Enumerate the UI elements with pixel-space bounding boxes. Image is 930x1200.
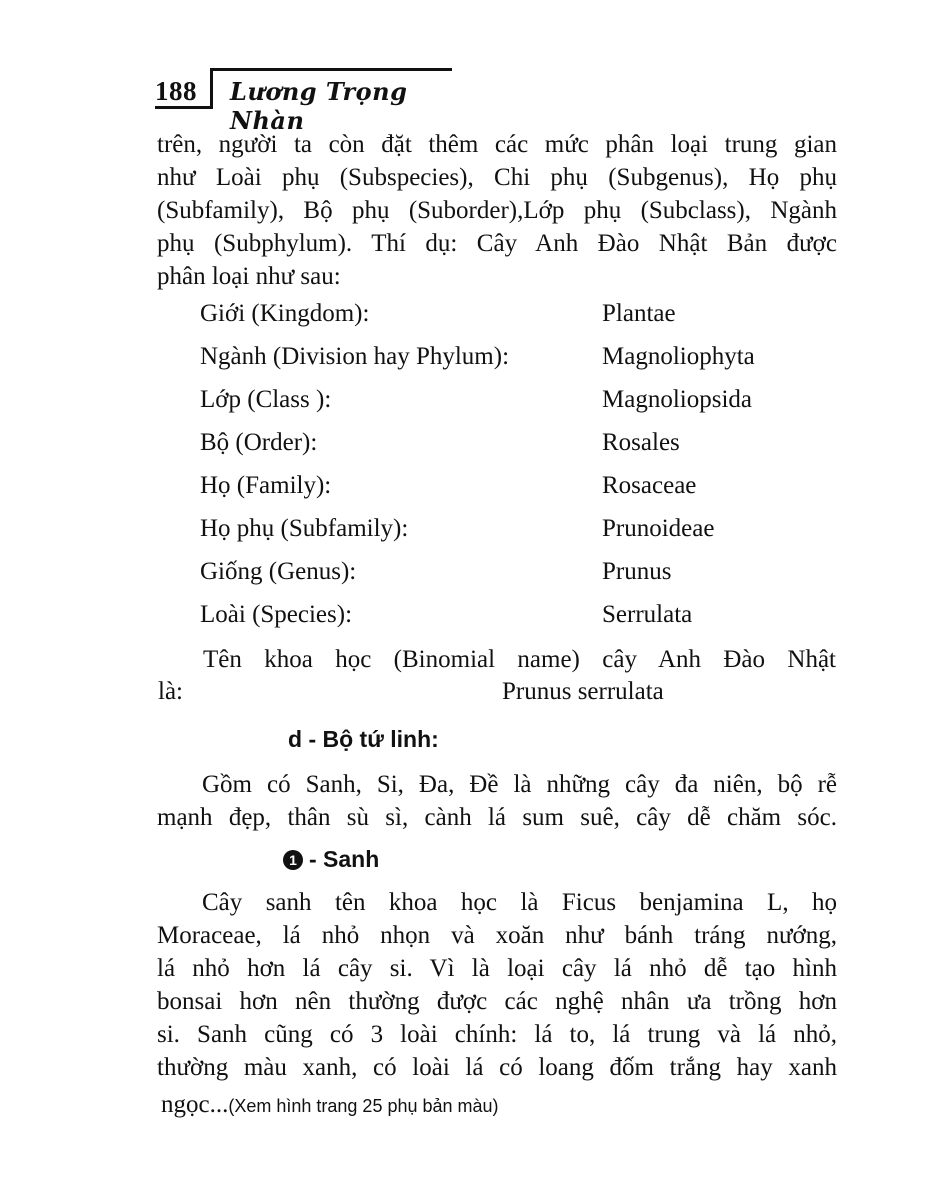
- figure-caption: (Xem hình trang 25 phụ bản màu): [228, 1096, 499, 1116]
- header-rule-vertical: [210, 68, 213, 106]
- text-line: mạnh đẹp, thân sù sì, cành lá sum suê, cây dễ chăm sóc.: [157, 804, 837, 831]
- page-header: [155, 62, 455, 135]
- taxonomy-list: [200, 300, 840, 644]
- taxonomy-rank: Giống (Genus):: [200, 558, 357, 585]
- text-line: Moraceae, lá nhỏ nhọn và xoăn như bánh tráng nướng,: [157, 922, 837, 949]
- author-name: Lương Trọng Nhàn: [230, 77, 408, 135]
- taxonomy-rank: Họ phụ (Subfamily):: [200, 515, 409, 542]
- text-line: lá nhỏ hơn lá cây si. Vì là loại cây lá nhỏ dễ tạo hình: [157, 955, 837, 982]
- taxonomy-rank: Họ (Family):: [200, 472, 332, 499]
- taxonomy-row: [200, 515, 840, 558]
- taxonomy-name: Plantae: [602, 300, 676, 327]
- taxonomy-row: [200, 558, 840, 601]
- taxonomy-rank: Ngành (Division hay Phylum):: [200, 343, 510, 370]
- taxonomy-rank: Giới (Kingdom):: [200, 300, 370, 327]
- text-line: Gồm có Sanh, Si, Đa, Đề là những cây đa niên, bộ rễ: [202, 771, 837, 798]
- taxonomy-row: [200, 386, 840, 429]
- taxonomy-row: [200, 300, 840, 343]
- taxonomy-rank: Lớp (Class ):: [200, 386, 332, 413]
- number-badge: 1: [283, 850, 303, 870]
- taxonomy-row: [200, 472, 840, 515]
- taxonomy-name: Prunus: [602, 558, 672, 585]
- taxonomy-name: Serrulata: [602, 601, 693, 628]
- text-line: phụ (Subphylum). Thí dụ: Cây Anh Đào Nhật Bản được: [157, 230, 837, 257]
- section-d-paragraph: [157, 768, 837, 834]
- text-line-end: ngọc...: [161, 1091, 229, 1118]
- taxonomy-rank: Loài (Species):: [200, 601, 353, 628]
- section-heading: d - Bộ tứ linh:: [288, 726, 439, 752]
- taxonomy-row: [200, 429, 840, 472]
- taxonomy-row: [200, 343, 840, 386]
- taxonomy-rank: Bộ (Order):: [200, 429, 318, 456]
- subsection-heading: [283, 846, 379, 873]
- text-line: thường màu xanh, có loài lá có loang đốm trắng hay xanh: [157, 1054, 837, 1081]
- sanh-paragraph: [157, 886, 837, 1084]
- taxonomy-name: Rosaceae: [602, 472, 697, 499]
- page-number: 188: [155, 76, 197, 106]
- header-rule: [210, 68, 452, 71]
- taxonomy-name: Magnoliophyta: [602, 343, 755, 370]
- text-line: (Subfamily), Bộ phụ (Suborder),Lớp phụ (Subclass), Ngành: [157, 197, 837, 224]
- taxonomy-name: Prunoideae: [602, 515, 715, 542]
- text-line: như Loài phụ (Subspecies), Chi phụ (Subgenus), Họ phụ: [157, 164, 837, 191]
- text-line: Cây sanh tên khoa học là Ficus benjamina L, họ: [202, 889, 837, 916]
- text-line: phân loại như sau:: [157, 263, 341, 290]
- taxonomy-row: [200, 601, 840, 644]
- text-line: si. Sanh cũng có 3 loài chính: lá to, lá trung và lá nhỏ,: [157, 1021, 837, 1048]
- subsection-title: - Sanh: [309, 846, 380, 872]
- figure-reference: [161, 1091, 499, 1119]
- text-line: trên, người ta còn đặt thêm các mức phân loại trung gian: [157, 131, 837, 158]
- text-line: bonsai hơn nên thường được các nghệ nhân ưa trồng hơn: [157, 988, 837, 1015]
- intro-paragraph: [157, 128, 837, 293]
- binomial-intro: Tên khoa học (Binomial name) cây Anh Đào Nhật: [203, 646, 836, 673]
- binomial-intro-end: là:: [158, 678, 183, 705]
- taxonomy-name: Rosales: [602, 429, 680, 456]
- binomial-name: Prunus serrulata: [502, 678, 664, 705]
- taxonomy-name: Magnoliopsida: [602, 386, 752, 413]
